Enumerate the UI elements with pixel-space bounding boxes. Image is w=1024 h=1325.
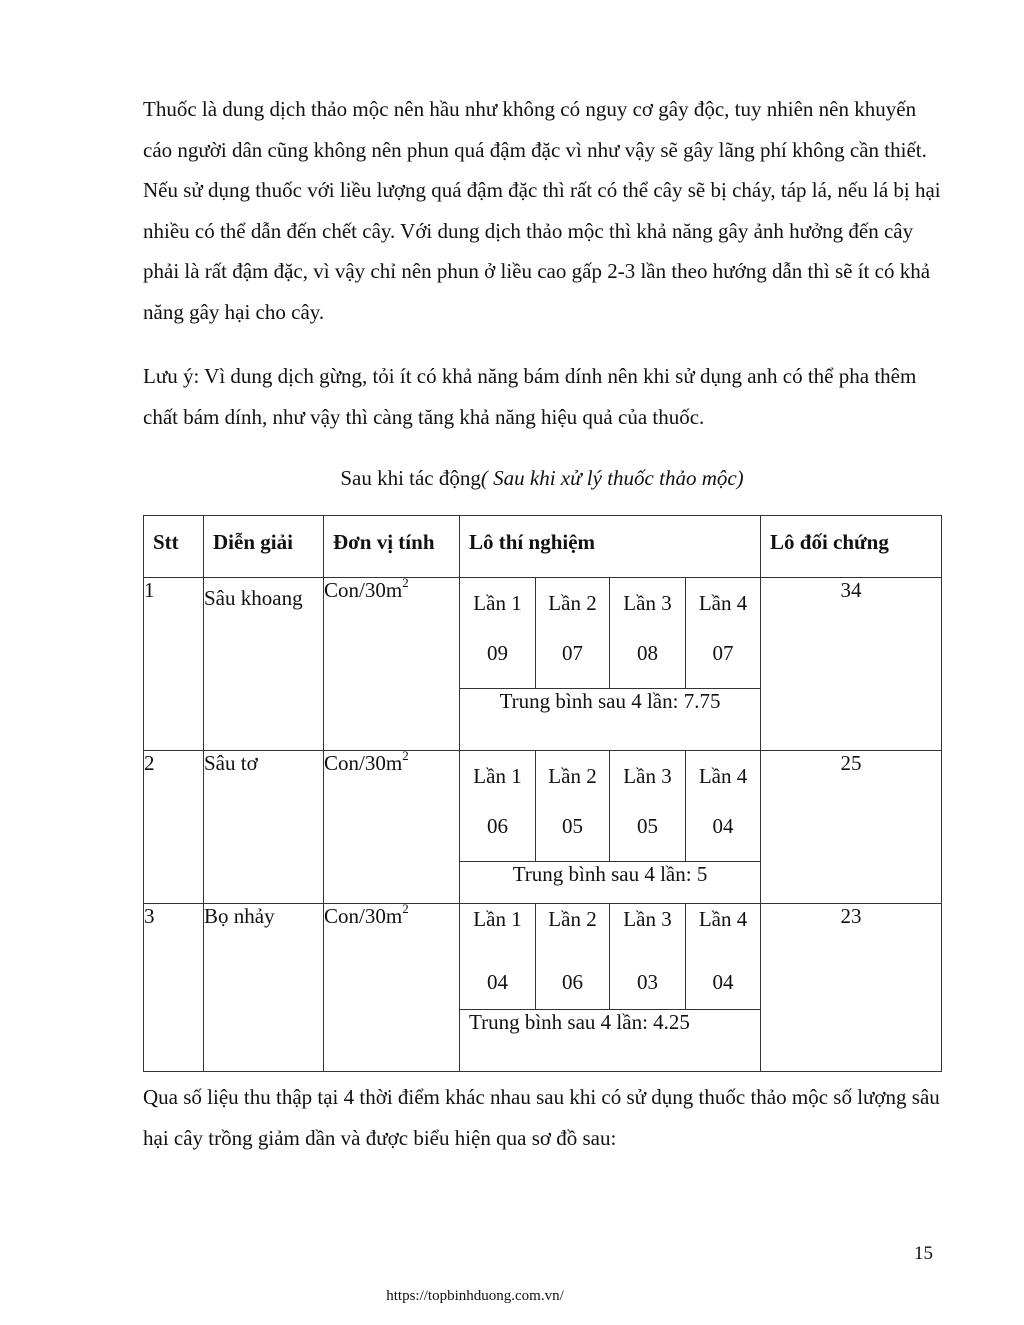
row-3-stt: 3 (144, 904, 204, 1072)
pest-results-table (143, 515, 942, 1072)
row-2-rep-4: Lần 4 04 (686, 751, 761, 862)
table-caption (143, 462, 941, 494)
header-dien-giai: Diễn giải (204, 516, 324, 578)
row-1-rep-2: Lần 2 07 (536, 578, 610, 689)
row-2-rep-1: Lần 1 06 (460, 751, 536, 862)
row-1-rep-1: Lần 1 09 (460, 578, 536, 689)
header-lo-doi-chung: Lô đối chứng (761, 516, 942, 578)
row-2-name: Sâu tơ (204, 751, 324, 904)
row-3-name: Bọ nhảy (204, 904, 324, 1072)
header-stt: Stt (144, 516, 204, 578)
caption-plain: Sau khi tác động (340, 466, 481, 490)
table-row-2-reps (144, 751, 942, 862)
paragraph-drug-safety: Thuốc là dung dịch thảo mộc nên hầu như không có nguy cơ gây độc, tuy nhiên nên khuyến cáo người dân cũng không nên phun quá đậm đặc vì như vậy sẽ gây lãng phí không cần thiết. Nếu sử dụng thuốc với liều lượng quá đậm đặc thì rất có thể cây sẽ bị cháy, táp lá, nếu lá bị hại nhiều có thể dẫn đến chết cây. Với dung dịch thảo mộc thì khả năng gây ảnh hưởng đến cây phải là rất đậm đặc, vì vậy chỉ nên phun ở liều cao gấp 2-3 lần theo hướng dẫn thì sẽ ít có khả năng gây hại cho cây. (143, 97, 941, 324)
row-1-control: 34 (761, 578, 942, 751)
row-3-rep-2: Lần 2 06 (536, 904, 610, 1010)
row-1-stt: 1 (144, 578, 204, 751)
page-number: 15 (914, 1243, 933, 1264)
row-3-rep-3: Lần 3 03 (610, 904, 686, 1010)
row-2-unit: Con/$30m^2$ (324, 751, 460, 904)
header-lo-thi-nghiem: Lô thí nghiệm (460, 516, 761, 578)
row-1-rep-3: Lần 3 08 (610, 578, 686, 689)
caption-italic: ( Sau khi xử lý thuốc thảo mộc) (480, 466, 744, 490)
row-3-rep-4: Lần 4 04 (686, 904, 761, 1010)
row-3-rep-1: Lần 1 04 (460, 904, 536, 1010)
row-2-average: Trung bình sau 4 lần: 5 (460, 862, 761, 904)
row-2-rep-2: Lần 2 05 (536, 751, 610, 862)
footer-url: https://topbinhduong.com.vn/ (386, 1288, 564, 1304)
row-1-rep-4: Lần 4 07 (686, 578, 761, 689)
row-1-name: Sâu khoang (204, 578, 324, 751)
paragraph-note: Lưu ý: Vì dung dịch gừng, tỏi ít có khả năng bám dính nên khi sử dụng anh có thể pha thêm chất bám dính, như vậy thì càng tăng khả năng hiệu quả của thuốc. (143, 364, 917, 429)
row-1-unit: Con/$30m^2$ (324, 578, 460, 751)
row-2-rep-3: Lần 3 05 (610, 751, 686, 862)
row-3-unit: Con/$30m^2$ (324, 904, 460, 1072)
paragraph-summary: Qua số liệu thu thập tại 4 thời điểm khác nhau sau khi có sử dụng thuốc thảo mộc số lượng sâu hại cây trồng giảm dần và được biểu hiện qua sơ đồ sau: (143, 1085, 940, 1150)
row-2-control: 25 (761, 751, 942, 904)
row-2-stt: 2 (144, 751, 204, 904)
row-1-average: Trung bình sau 4 lần: 7.75 (460, 689, 761, 751)
row-3-control: 23 (761, 904, 942, 1072)
table-row-3-reps (144, 904, 942, 1010)
row-3-average: Trung bình sau 4 lần: 4.25 (460, 1010, 761, 1072)
header-don-vi: Đơn vị tính (324, 516, 460, 578)
table-row-1-reps (144, 578, 942, 689)
header-row (144, 516, 942, 578)
